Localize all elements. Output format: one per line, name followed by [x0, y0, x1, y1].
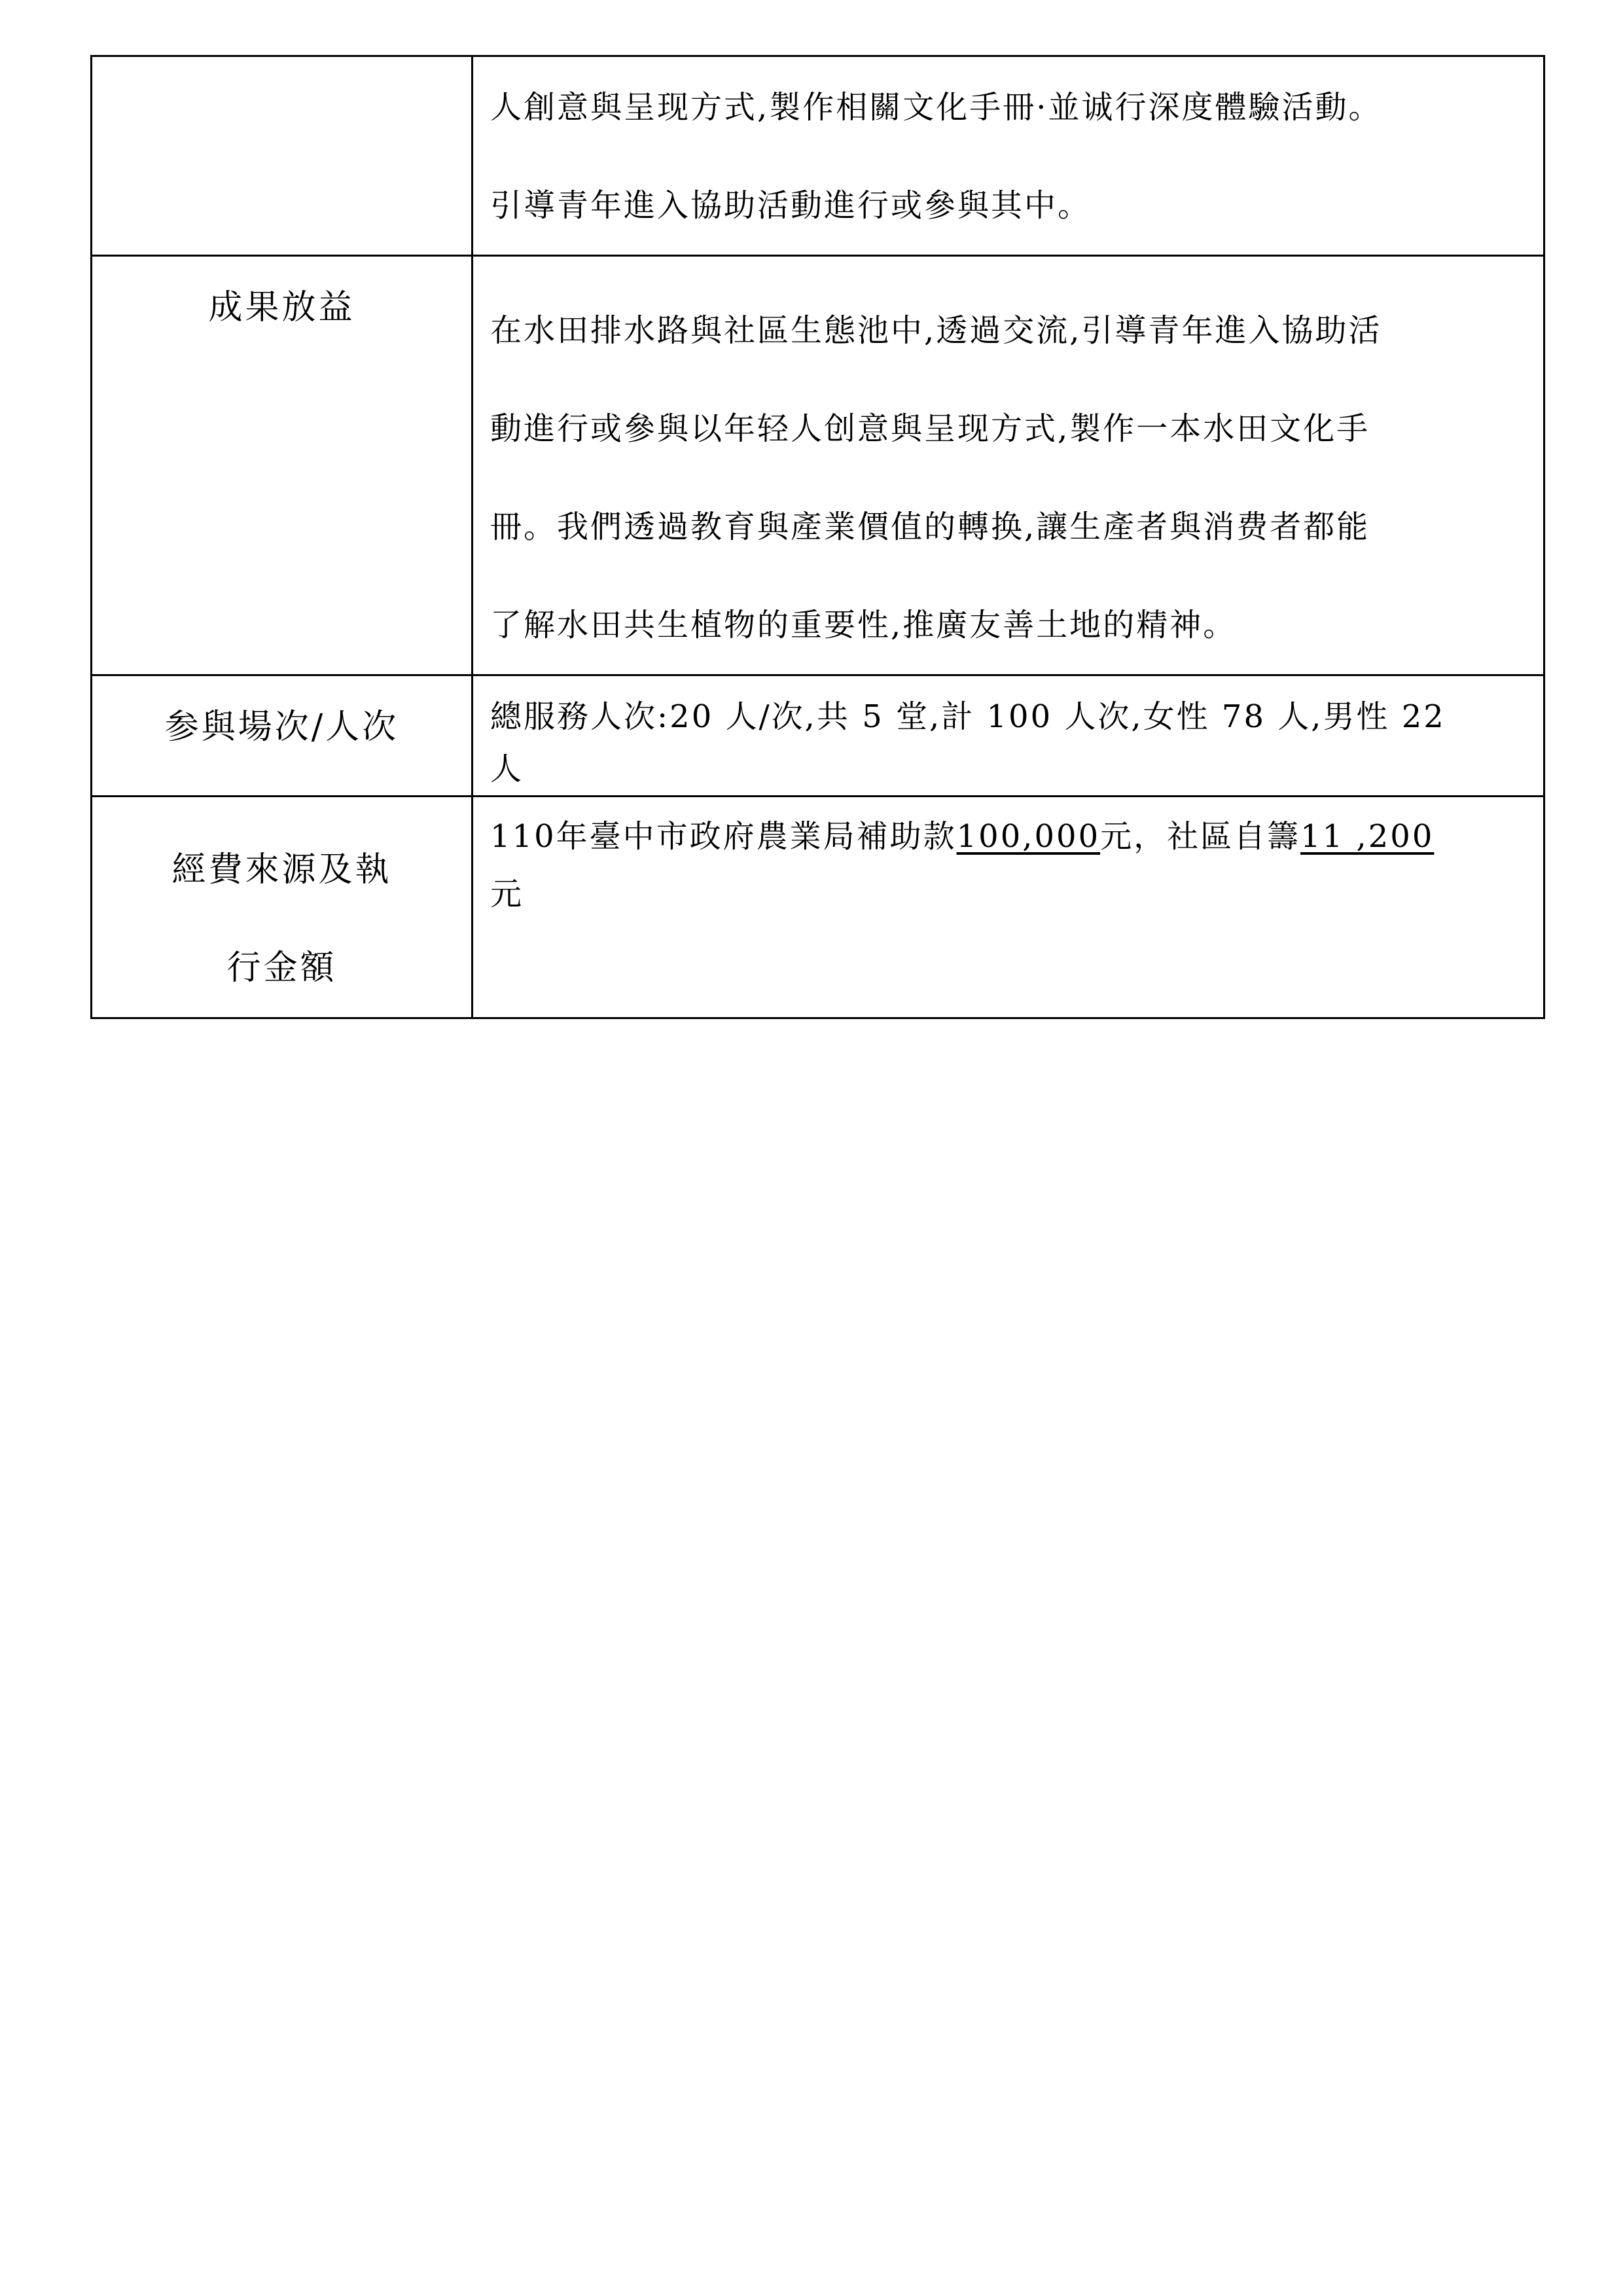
row-label-results — [92, 256, 473, 675]
table-row — [92, 797, 1544, 1018]
row-content-results — [473, 256, 1544, 675]
content-line: 總服務人次:20 人/次,共 5 堂,計 100 人次,女性 78 人,男性 22 — [490, 698, 1446, 735]
funding-middle: 元，社區自籌 — [1100, 818, 1301, 855]
table-row — [92, 675, 1544, 797]
funding-line — [490, 808, 1530, 865]
table-row — [92, 256, 1544, 675]
row-content-participation — [473, 675, 1544, 797]
row-content-funding — [473, 797, 1544, 1018]
table-row — [92, 56, 1544, 256]
subsidy-amount: 100,000 — [956, 818, 1101, 855]
report-table — [90, 55, 1545, 1019]
content-line: 在水田排水路與社區生態池中,透過交流,引導青年進入協助活 — [490, 312, 1382, 349]
row-label-empty — [92, 56, 473, 256]
row-label-funding — [92, 797, 473, 1018]
content-line: 動進行或參與以年轻人创意與呈现方式,製作一本水田文化手 — [490, 410, 1370, 447]
funding-suffix: 元 — [490, 876, 524, 912]
content-line: 人創意與呈现方式,製作相關文化手冊·並诚行深度體驗活動。 — [490, 89, 1382, 126]
self-funded-amount: 11 ,200 — [1300, 818, 1435, 855]
content-line: 了解水田共生植物的重要性,推廣友善土地的精神。 — [490, 607, 1237, 643]
row-label-participation — [92, 675, 473, 797]
label-text: 經費來源及執 — [171, 850, 392, 889]
content-line: 冊。我們透過教育與產業價值的轉换,讓生產者與消费者都能 — [490, 509, 1370, 545]
label-text: 行金額 — [226, 948, 337, 988]
content-line: 引導青年進入協助活動進行或參與其中。 — [490, 187, 1092, 224]
row-content-activity — [473, 56, 1544, 256]
label-text: 成果放益 — [208, 288, 355, 327]
content-line: 人 — [490, 751, 524, 787]
label-text: 参與場次/人次 — [164, 708, 399, 747]
funding-prefix: 110年臺中市政府農業局補助款 — [490, 818, 957, 855]
